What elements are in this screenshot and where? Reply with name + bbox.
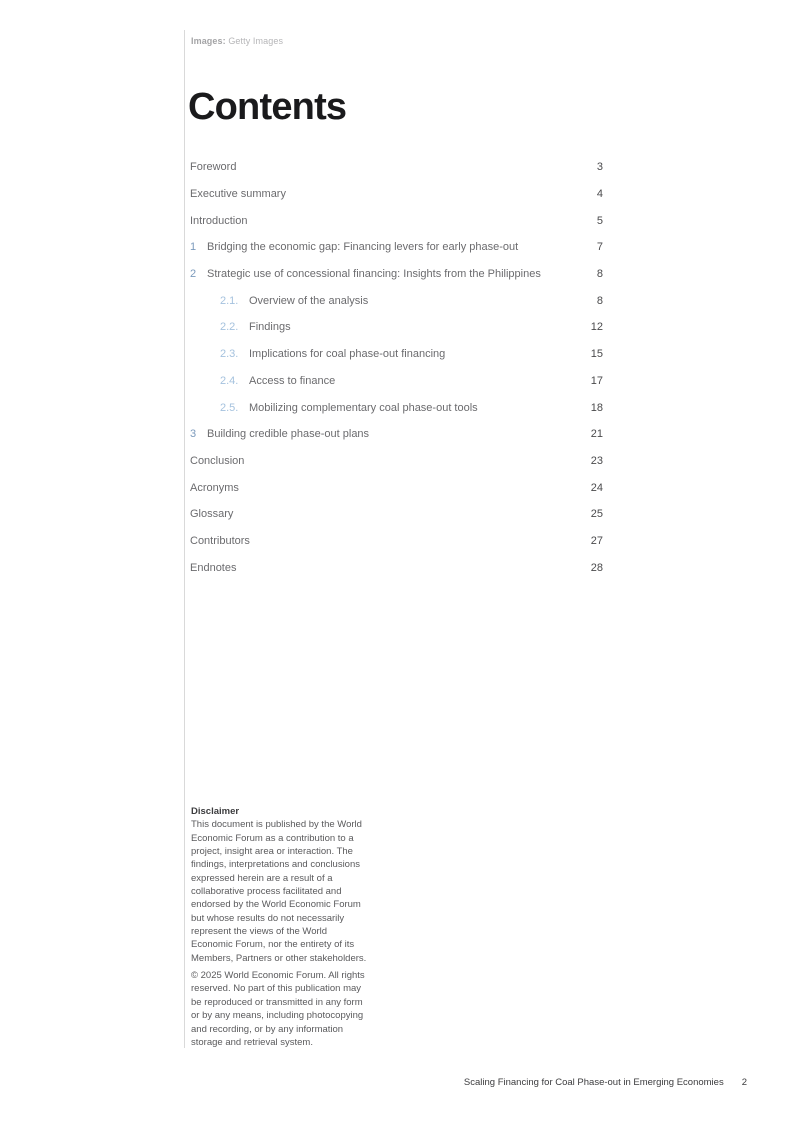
toc-entry[interactable]	[190, 448, 603, 475]
toc-list	[190, 154, 603, 581]
toc-entry[interactable]	[190, 287, 603, 314]
toc-entry[interactable]	[190, 341, 603, 368]
toc-entry-page: 12	[590, 321, 603, 334]
disclaimer-paragraph-1: This document is published by the World Economic Forum as a contribution to a project, insight area or interaction. The findings, interpretations and conclusions expressed herein are a result of a collaborative process facilitated and endorsed by the World Economic Forum but whose results do not necessarily represent the views of the World Economic Forum, nor the entirety of its Members, Partners or other stakeholders.	[191, 819, 367, 964]
toc-entry[interactable]	[190, 528, 603, 555]
toc-entry-page: 25	[590, 508, 603, 521]
toc-entry[interactable]	[190, 234, 603, 261]
toc-entry-page: 8	[596, 294, 603, 307]
footer-report-title: Scaling Financing for Coal Phase-out in Emerging Economies	[463, 1077, 724, 1088]
toc-entry-number: 2.3.	[220, 348, 239, 361]
image-credit-value: Getty Images	[228, 36, 284, 46]
toc-entry[interactable]	[190, 474, 603, 501]
toc-entry-page: 23	[590, 454, 603, 467]
toc-entry-page: 18	[590, 401, 603, 414]
toc-entry-label: Overview of the analysis	[249, 294, 369, 307]
disclaimer-paragraph-2: © 2025 World Economic Forum. All rights reserved. No part of this publication may be reproduced or transmitted in any form or by any means, including photocopying and recording, or by any information storage and retrieval system.	[191, 970, 365, 1048]
toc-entry-label: Executive summary	[190, 188, 286, 201]
toc-entry-label: Endnotes	[190, 561, 237, 574]
toc-entry-label: Mobilizing complementary coal phase-out tools	[249, 401, 478, 414]
toc-entry[interactable]	[190, 181, 603, 208]
toc-entry-label: Bridging the economic gap: Financing levers for early phase-out	[207, 241, 519, 254]
toc-entry-page: 21	[590, 428, 603, 441]
footer-page-number: 2	[741, 1077, 747, 1088]
image-credit-label: Images:	[191, 36, 226, 46]
toc-entry-number: 2.5.	[220, 401, 239, 414]
toc-entry[interactable]	[190, 368, 603, 395]
left-margin-rule	[184, 30, 185, 1048]
toc-entry[interactable]	[190, 501, 603, 528]
toc-entry-number: 2.1.	[220, 294, 239, 307]
image-credit	[191, 36, 283, 46]
page-title: Contents	[188, 86, 347, 128]
toc-entry-label: Introduction	[190, 214, 248, 227]
toc-entry-label: Conclusion	[190, 454, 245, 467]
toc-entry-page: 7	[596, 241, 603, 254]
toc-entry-number: 1	[190, 241, 197, 254]
toc-entry-number: 3	[190, 428, 197, 441]
toc-entry-label: Strategic use of concessional financing: Insights from the Philippines	[207, 268, 541, 281]
toc-entry-page: 27	[590, 534, 603, 547]
toc-entry-label: Contributors	[190, 534, 250, 547]
toc-entry[interactable]	[190, 207, 603, 234]
toc-entry-page: 15	[590, 348, 603, 361]
toc-entry-page: 17	[590, 374, 603, 387]
toc-entry[interactable]	[190, 394, 603, 421]
toc-entry[interactable]	[190, 154, 603, 181]
toc-entry-label: Acronyms	[190, 481, 239, 494]
toc-entry-label: Foreword	[190, 161, 237, 174]
toc-entry-page: 24	[590, 481, 603, 494]
toc-entry-number: 2.2.	[220, 321, 239, 334]
toc-entry-label: Glossary	[190, 508, 234, 521]
toc-entry-number: 2.4.	[220, 374, 239, 387]
toc-entry-label: Implications for coal phase-out financing	[249, 348, 446, 361]
toc-entry[interactable]	[190, 421, 603, 448]
toc-entry-page: 3	[596, 161, 603, 174]
toc-entry-page: 5	[596, 214, 603, 227]
toc-entry-label: Findings	[249, 321, 291, 334]
toc-entry-page: 8	[596, 268, 603, 281]
toc-entry[interactable]	[190, 554, 603, 581]
toc-entry-label: Access to finance	[249, 374, 336, 387]
toc-entry[interactable]	[190, 314, 603, 341]
toc-entry-page: 4	[596, 188, 603, 201]
toc-entry-page: 28	[590, 561, 603, 574]
toc-entry-label: Building credible phase-out plans	[207, 428, 370, 441]
toc-entry-number: 2	[190, 268, 197, 281]
disclaimer-heading: Disclaimer	[191, 806, 240, 817]
toc-entry[interactable]	[190, 261, 603, 288]
disclaimer-block	[191, 805, 367, 1049]
page-footer	[464, 1077, 747, 1088]
